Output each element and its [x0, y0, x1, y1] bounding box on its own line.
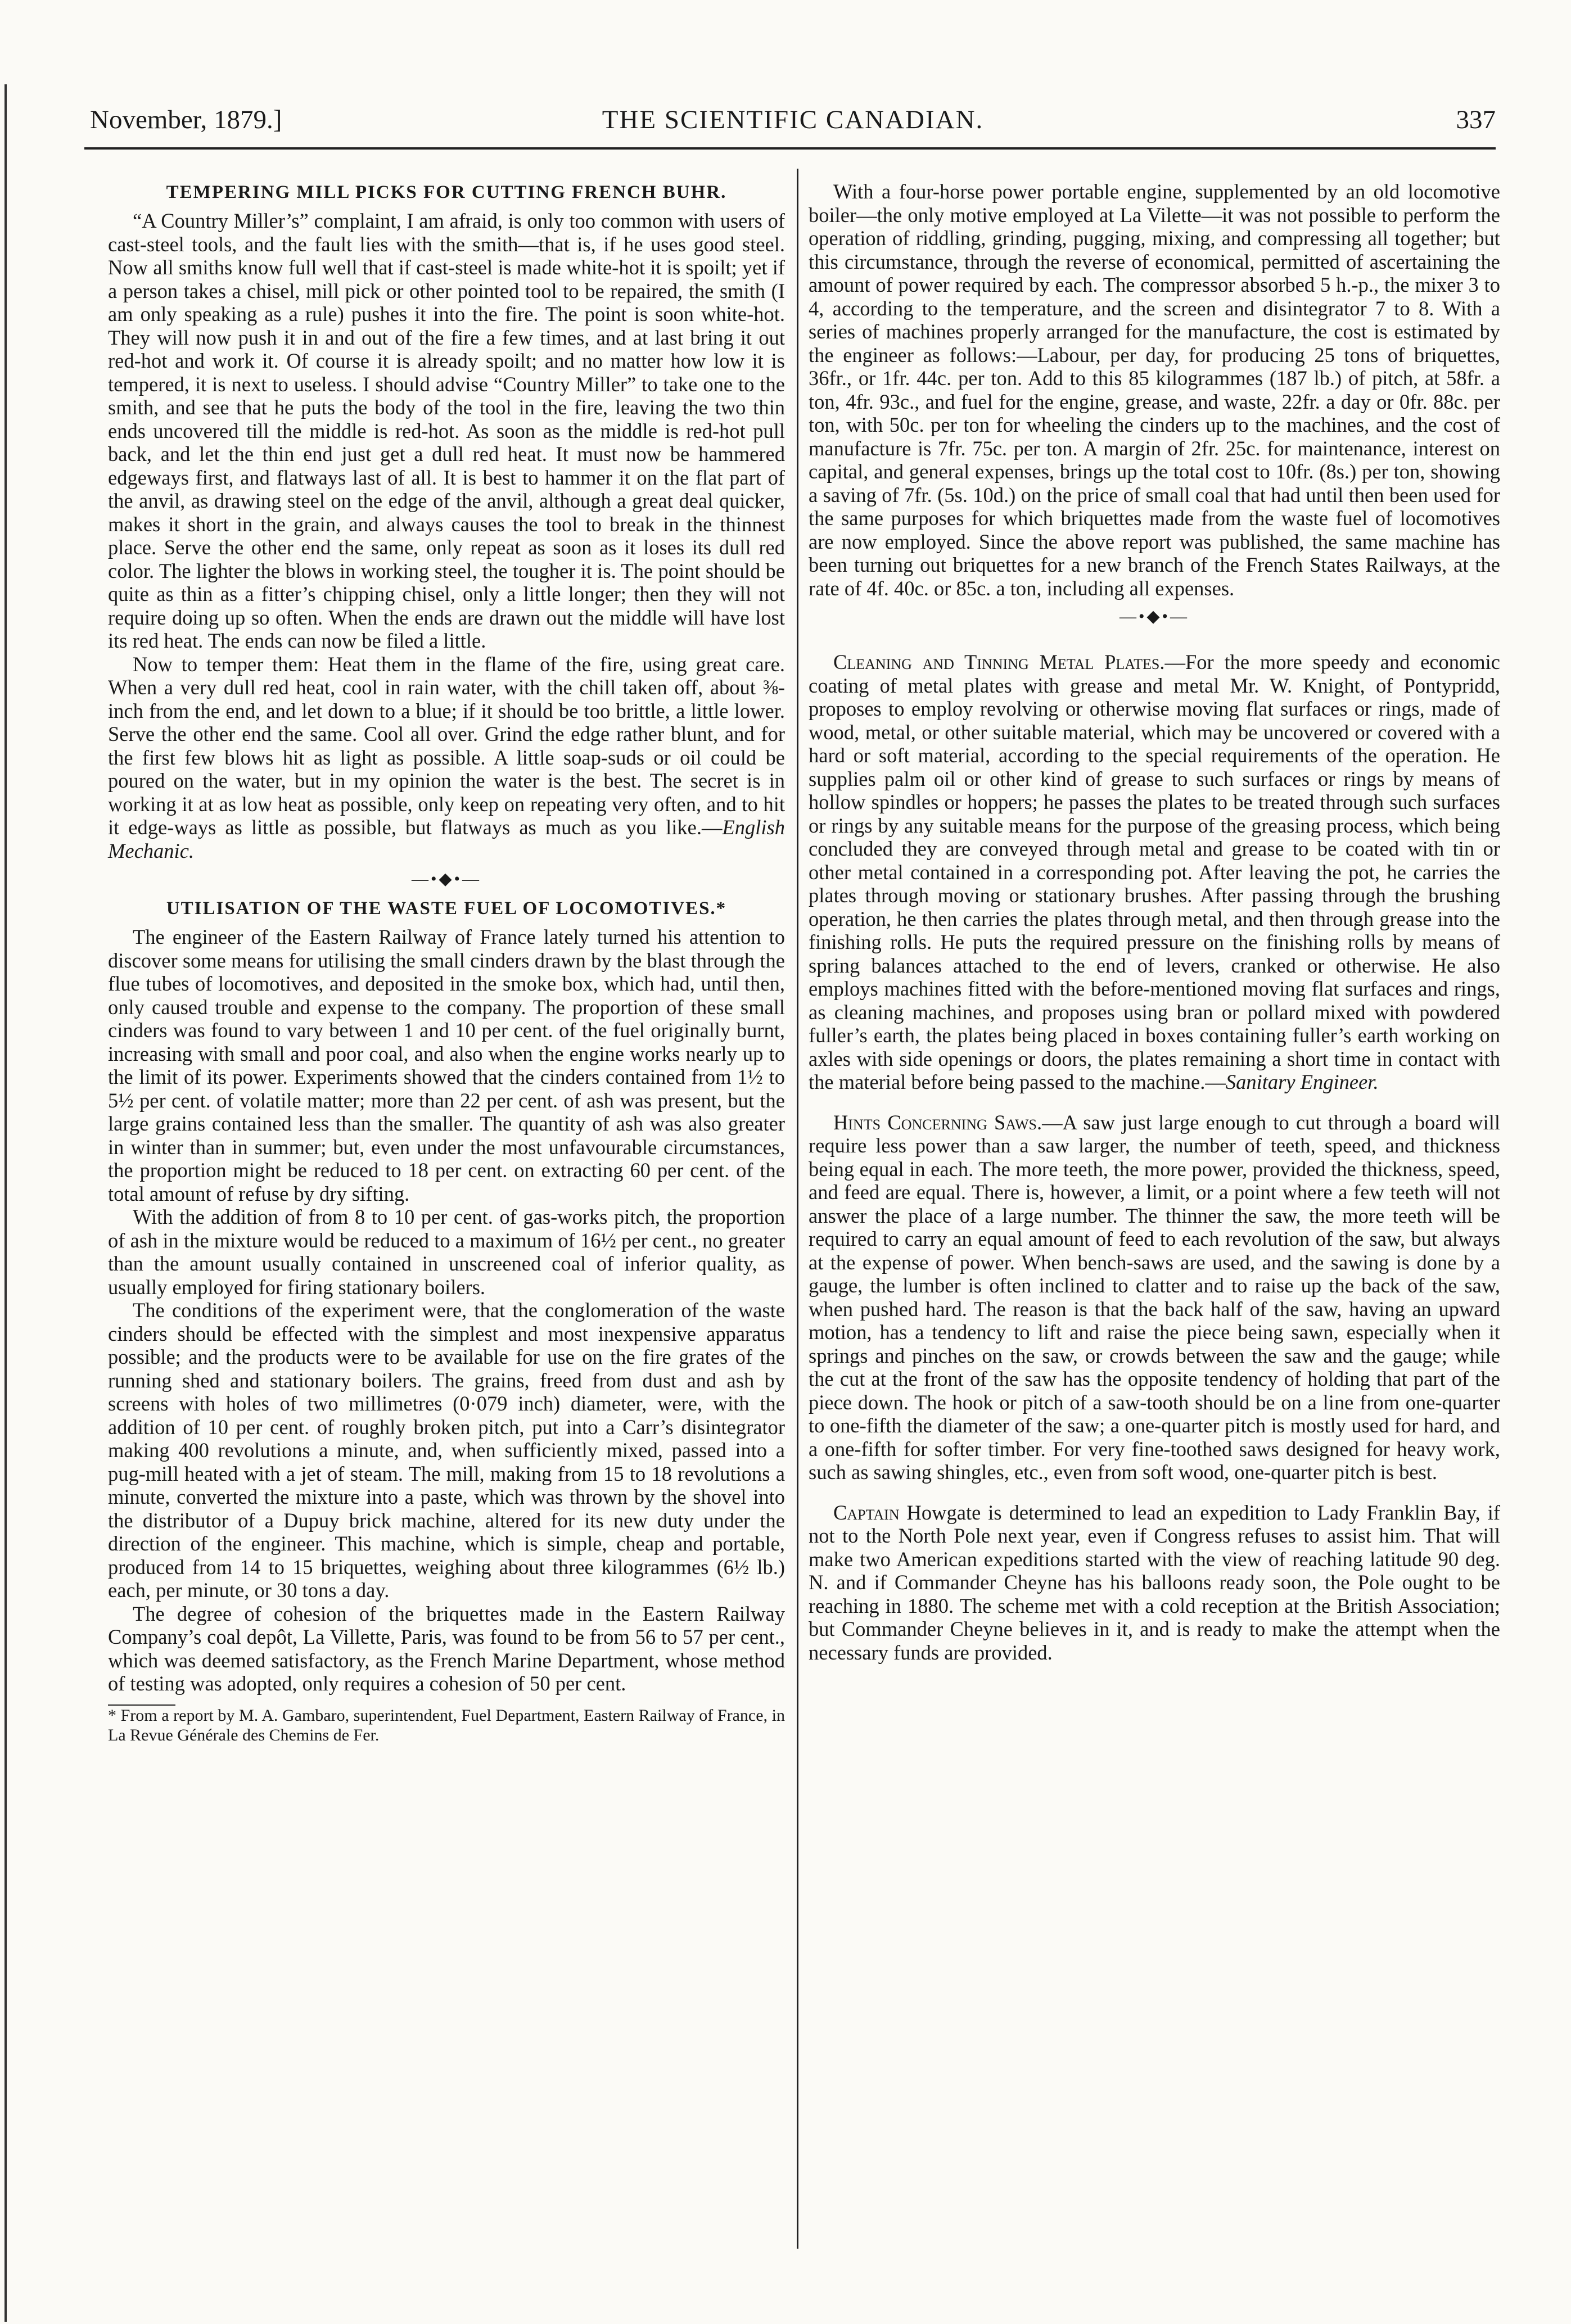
right-column [809, 180, 1500, 1664]
article-title: TEMPERING MILL PICKS FOR CUTTING FRENCH BUHR. [166, 182, 727, 202]
spacer [809, 1094, 1500, 1111]
spacer [809, 1484, 1500, 1501]
page-header [90, 100, 1496, 139]
article-paragraph: The conditions of the experiment were, that the conglomeration of the waste cinders should be effected with the simplest and most inexpensive apparatus possible; and the products were to be available for use on the fire grates of the running shed and stationary boilers. The grains, freed from dust and ash by screens with holes of two millimetres (0·079 inch) diameter, were, with the addition of 10 per cent. of roughly broken pitch, put into a Carr’s disintegrator making 400 revolutions a minute, and, when sufficiently mixed, passed into a pug-mill heated with a jet of steam. The mill, making from 15 to 18 revolutions a minute, converted the mixture into a paste, which was thrown by the shovel into the distributor of a Dupuy brick machine, altered for its new duty under the direction of the engineer. This machine, which is simple, cheap and portable, produced from 14 to 15 briquettes, weighing about three kilogrammes (6½ lb.) each, per minute, or 30 tons a day. [108, 1299, 785, 1602]
left-column [108, 180, 785, 1745]
article-waste-fuel [108, 896, 785, 1745]
article-continuation: With a four-horse power portable engine, supplemented by an old locomotive boiler—the only motive employed at La Vilette—it was not possible to perform the operation of riddling, grinding, pugging, mixing, and compressing all together; but this circumstance, through the reverse of economical, permitted of ascertaining the amount of power required by each. The compressor absorbed 5 h.-p., the mixer 3 to 4, according to the temperature, and the screen and disintegrator 7 to 8. With a series of machines properly arranged for the manufacture, the cost is estimated by the engineer as follows:—Labour, per day, for producing 25 tons of briquettes, 36fr., or 1fr. 44c. per ton. Add to this 85 kilogrammes (187 lb.) of pitch, at 58fr. a ton, 4fr. 93c., and fuel for the engine, grease, and waste, 22fr. a day or 0fr. 88c. per ton, with 50c. per ton for wheeling the cinders up to the machines, and the cost of manufacture is 7fr. 75c. per ton. A margin of 2fr. 25c. for maintenance, interest on capital, and general expenses, brings up the total cost to 10fr. (8s.) per ton, showing a saving of 7fr. (5s. 10d.) on the price of small coal that had until then been used for the same purposes for which briquettes made from the waste fuel of locomotives are now employed. Since the above report was published, the same machine has been turning out briquettes for a new branch of the French States Railways, at the rate of 4f. 40c. or 85c. a ton, including all expenses. [809, 180, 1500, 600]
column-divider [797, 169, 798, 2249]
article-separator: —•◆•— [1119, 607, 1190, 626]
left-edge-rule [4, 84, 7, 2322]
issue-date: November, 1879.] [90, 105, 282, 134]
article-tempering-mill-picks [108, 180, 785, 862]
article-hints-saws [809, 1111, 1500, 1484]
footnote: * From a report by M. A. Gambaro, superintendent, Fuel Department, Eastern Railway of France, in La Revue Générale des Chemins de Fer. [108, 1706, 785, 1744]
footnote-rule [108, 1704, 175, 1706]
page-number: 337 [1456, 105, 1496, 134]
paragraph-text: Now to temper them: Heat them in the flame of the fire, using great care. When a very dull red heat, cool in rain water, with the chill taken off, about ⅜-inch from the end, and let down to a blue; if it should be too brittle, a little lower. Serve the other end the same. Cool all over. Grind the edge rather blunt, and for the first few blows hit as light as possible. A little soap-suds or oil could be poured on the water, but in my opinion the water is the best. The secret is in working it at as low heat as possible, only keep on repeating very often, and to hit it edge-ways as little as possible, but flatways as much as you like.— [108, 652, 785, 839]
article-cleaning-tinning [809, 650, 1500, 1094]
article-text: Howgate is determined to lead an expedition to Lady Franklin Bay, if not to the North Pole next year, even if Congress refuses to assist him. That will make two American expeditions started with the view of reaching latitude 90 deg. N. and if Commander Cheyne has his balloons ready soon, the Pole ought to be reaching in 1880. The scheme met with a cold reception at the British Association; but Commander Cheyne believes in it, and is ready to make the attempt when the necessary funds are provided. [809, 1500, 1500, 1664]
article-lead: Captain [833, 1500, 900, 1524]
article-lead: Hints Concerning Saws. [833, 1110, 1042, 1134]
article-title: UTILISATION OF THE WASTE FUEL OF LOCOMOTIVES.* [166, 898, 727, 919]
publication-title: THE SCIENTIFIC CANADIAN. [602, 105, 984, 134]
article-paragraph: “A Country Miller’s” complaint, I am afraid, is only too common with users of cast-steel tools, and the fault lies with the smith—that is, if he uses good steel. Now all smiths know full well that if cast-steel is made white-hot it is spoilt; yet if a person takes a chisel, mill pick or other pointed tool to be repaired, the smith (I am only speaking as a rule) pushes it into the fire. The point is soon white-hot. They will now push it in and out of the fire a few times, and at last bring it out red-hot and work it. Of course it is already spoilt; and no matter how low it is tempered, it is next to useless. I should advise “Country Miller” to take one to the smith, and see that he puts the body of the tool in the fire, leaving the two thin ends uncovered till the middle is red-hot. As soon as the middle is red-hot pull back, and let the thin end just get a dull red heat. It must now be hammered edgeways first, and flatways last of all. It is best to hammer it on the flat part of the anvil, as drawing steel on the edge of the anvil, although a great deal quicker, makes it short in the grain, and always causes the tool to break in the thinnest place. Serve the other end the same, only repeat as soon as it loses its dull red color. The lighter the blows in working steel, the tougher it is. The point should be quite as thin as a fitter’s chipping chisel, only a little longer; then they will not require doing up so often. When the ends are drawn out the middle will have lost its red heat. The ends can now be filed a little. [108, 209, 785, 652]
article-paragraph: With the addition of from 8 to 10 per cent. of gas-works pitch, the proportion of ash in the mixture would be reduced to a maximum of 16½ per cent., no greater than the amount usually contained in unscreened coal of inferior quality, as usually employed for firing stationary boilers. [108, 1205, 785, 1299]
article-separator: —•◆•— [411, 870, 482, 888]
spacer [809, 634, 1500, 650]
article-lead: Cleaning and Tinning Metal Plates. [833, 650, 1165, 673]
article-paragraph: The engineer of the Eastern Railway of France lately turned his attention to discover some means for utilising the small cinders drawn by the blast through the flue tubes of locomotives, and deposited in the smoke box, which had, until then, only caused trouble and expense to the company. The proportion of these small cinders was found to vary between 1 and 10 per cent. of the fuel originally burnt, increasing with small and poor coal, and also when the engine works nearly up to the limit of its power. Experiments showed that the cinders contained from 1½ to 5½ per cent. of volatile matter; more than 22 per cent. of ash was present, but the large grains contained less than the smaller. The quantity of ash was also greater in winter than in summer; but, even under the most unfavourable circumstances, the proportion might be reduced to 18 per cent. on extracting 60 per cent. of the total amount of refuse by dry sifting. [108, 925, 785, 1205]
article-howgate-expedition [809, 1501, 1500, 1665]
article-paragraph [108, 653, 785, 863]
article-source: English Mechanic. [108, 816, 785, 862]
article-text: —For the more speedy and economic coating of metal plates with grease and metal Mr. W. Knight, of Pontypridd, proposes to employ revolving or otherwise moving flat surfaces or rings, made of wood, metal, or other suitable material, which may be uncovered or covered with a hard or soft material, according to the special requirements of the operation. He supplies palm oil or other kind of grease to such surfaces or rings by means of hollow spindles or hoppers; he passes the plates to be treated through such surfaces or rings by any suitable means for the purpose of the greasing process, which being concluded they are conveyed through metal and grease to be coated with tin or other metal contained in a corresponding pot. After leaving the pot, he carries the plates through moving or stationary brushes. After passing through the brushing operation, he then carries the plates through metal, and then through grease into the finishing rolls. He puts the required pressure on the finishing rolls by means of spring balances attached to the end of levers, cranked or otherwise. He also employs machines fitted with the before-mentioned moving flat surfaces and rings, as cleaning machines, and proposes using bran or pollard mixed with powdered fuller’s earth, the plates being placed in boxes containing fuller’s earth working on axles with side openings or doors, the plates remaining a short time in contact with the material before being passed to the machine.— [809, 650, 1500, 1093]
article-text: —A saw just large enough to cut through a board will require less power than a saw larger, the number of teeth, speed, and thickness being equal in each. The more teeth, the more power, provided the thickness, speed, and feed are equal. There is, however, a limit, or a point where a few teeth will not answer the place of a large number. The thinner the saw, the more teeth will be required to carry an equal amount of feed to each revolution of the saw, but always at the expense of power. When bench-saws are used, and the sawing is done by a gauge, the lumber is often inclined to clatter and to raise up the back of the saw, when pushed hard. The reason is that the back half of the saw, having an upward motion, has a tendency to lift and raise the piece being sawn, especially when it springs and pinches on the saw, or crowds between the saw and the gauge; while the cut at the front of the saw has the opposite tendency of holding that part of the piece down. The hook or pitch of a saw-tooth should be on a line from one-quarter to one-fifth the diameter of the saw; a one-quarter pitch is mostly used for hard, and a one-fifth for softer timber. For very fine-toothed saws designed for heavy work, such as sawing shingles, etc., even from soft wood, one-quarter pitch is best. [809, 1110, 1500, 1484]
header-rule [84, 147, 1496, 150]
article-source: Sanitary Engineer. [1225, 1070, 1379, 1093]
article-paragraph: The degree of cohesion of the briquettes made in the Eastern Railway Company’s coal depôt, La Villette, Paris, was found to be from 56 to 57 per cent., which was deemed satisfactory, as the French Marine Department, whose method of testing was adopted, only requires a cohesion of 50 per cent. [108, 1602, 785, 1695]
